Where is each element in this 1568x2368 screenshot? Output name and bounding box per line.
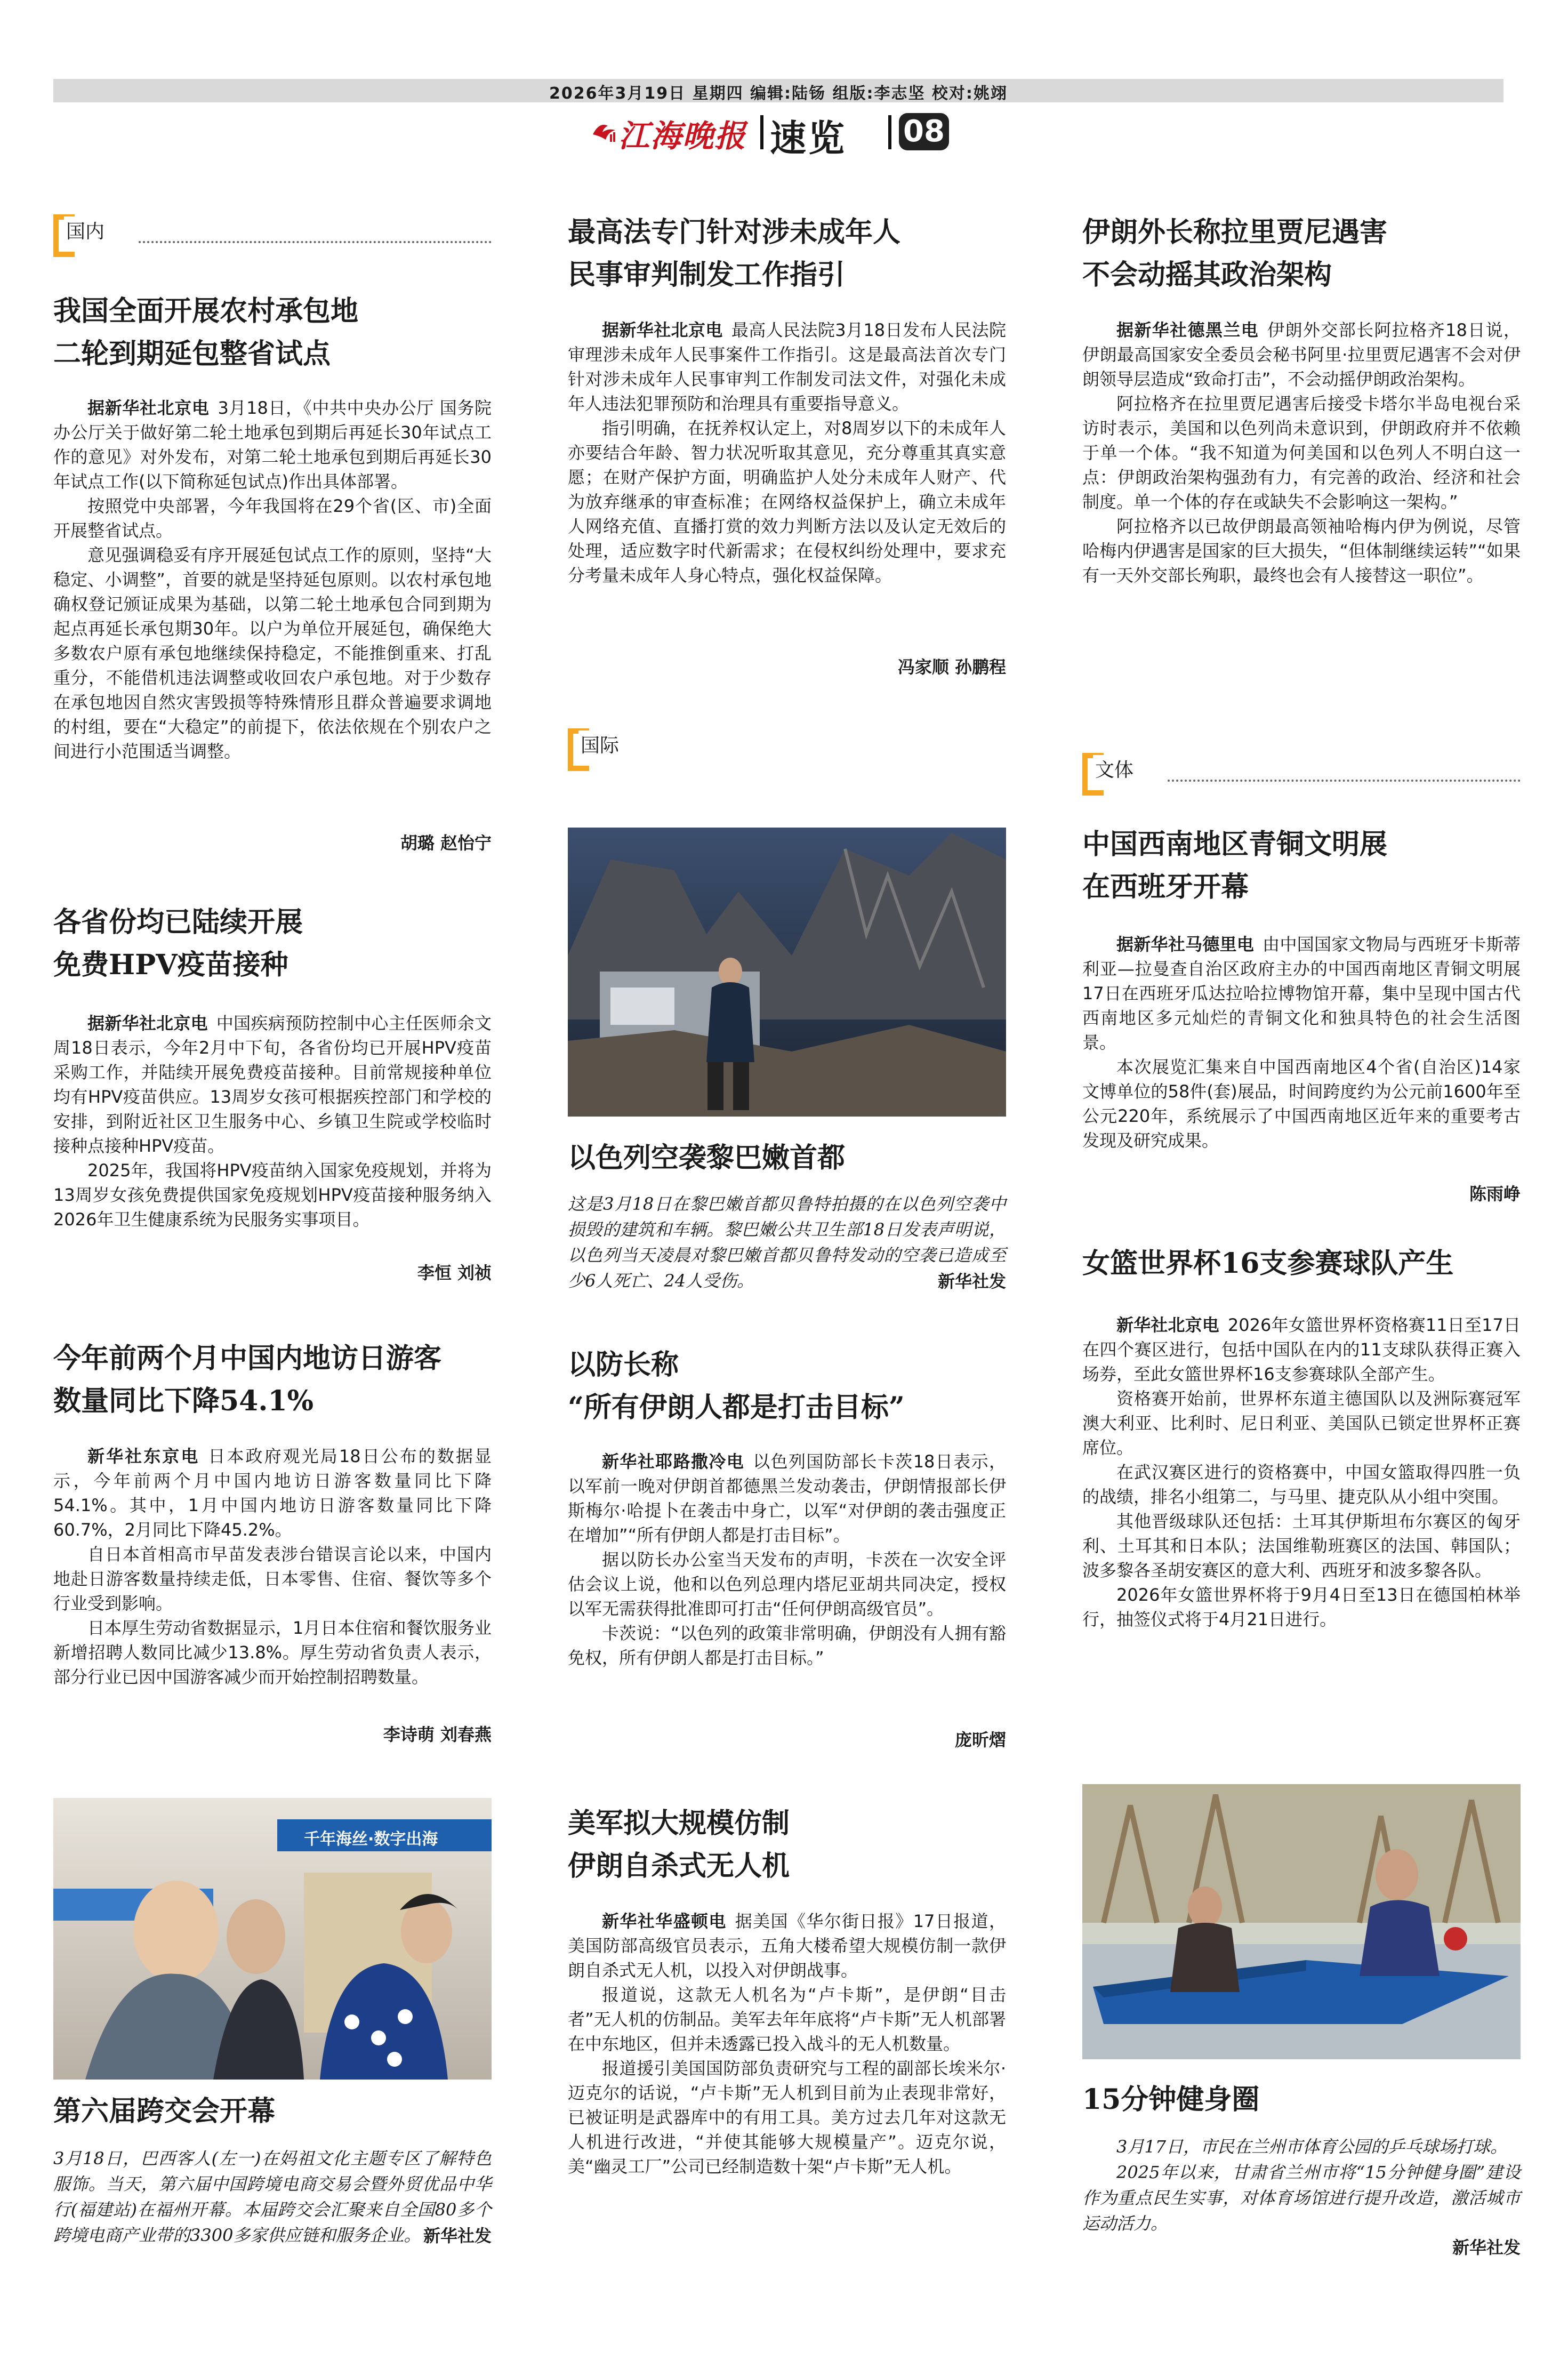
caption-text: 3月17日，市民在兰州市体育公园的乒乓球场打球。 — [1116, 2137, 1508, 2157]
byline: 李恒 刘祯 — [417, 1263, 492, 1283]
dateline: 新华社耶路撒冷电 — [602, 1451, 745, 1472]
article-body — [1082, 932, 1521, 1153]
dateline: 据新华社北京电 — [602, 320, 723, 340]
byline: 李诗萌 刘春燕 — [383, 1724, 492, 1745]
photo-table-tennis-image — [1082, 1784, 1521, 2059]
dateline: 新华社东京电 — [87, 1446, 200, 1466]
article-paragraph: 报道说，这款无人机名为“卢卡斯”，是伊朗“目击者”无人机的仿制品。美军去年年底将“卢卡斯”无人机部署在中东地区，但并未透露已投入战斗的无人机数量。 — [568, 1985, 1006, 2054]
masthead-divider — [888, 115, 891, 149]
article-paragraph: 新华社耶路撒冷电 以色列国防部长卡茨18日表示，以军前一晚对伊朗首都德黑兰发动袭击，伊朗情报部长伊斯梅尔·哈提卜在袭击中身亡，以军“对伊朗的袭击强度正在增加”“所有伊朗人都是打击目标”。 — [568, 1451, 1006, 1545]
article-body — [53, 1444, 492, 1689]
section-tag-label: 文体 — [1093, 755, 1136, 782]
article-paragraph: 新华社东京电 日本政府观光局18日公布的数据显示，今年前两个月中国内地访日游客数量同比下降54.1%。其中，1月中国内地访日游客数量同比下降60.7%，2月同比下降45.2%。 — [53, 1446, 492, 1540]
article-paragraph: 新华社北京电 2026年女篮世界杯资格赛11日至17日在四个赛区进行，包括中国队在内的11支球队获得正赛入场券，至此女篮世界杯16支参赛球队全部产生。 — [1082, 1315, 1521, 1384]
section-tag-domestic — [53, 214, 492, 257]
byline: 胡璐 赵怡宁 — [400, 833, 492, 853]
headline: 最高法专门针对涉未成年人 民事审判制发工作指引 — [568, 216, 901, 291]
byline: 新华社发 — [423, 2226, 492, 2246]
dateline: 据新华社马德里电 — [1116, 934, 1255, 954]
article-paragraph: 其他晋级球队还包括：土耳其伊斯坦布尔赛区的匈牙利、土耳其和日本队；法国维勒班赛区的法国、韩国队；波多黎各圣胡安赛区的意大利、西班牙和波多黎各队。 — [1082, 1511, 1521, 1580]
byline: 新华社发 — [937, 1271, 1006, 1291]
article-body — [568, 1449, 1006, 1670]
article-paragraph: 在武汉赛区进行的资格赛中，中国女篮取得四胜一负的战绩，排名小组第二，与马里、捷克队从小组中突围。 — [1082, 1462, 1521, 1507]
dateline: 据新华社德黑兰电 — [1116, 320, 1259, 340]
headline: 女篮世界杯16支参赛球队产生 — [1082, 1247, 1454, 1280]
article-paragraph: 报道援引美国国防部负责研究与工程的副部长埃米尔·迈克尔的话说，“卢卡斯”无人机到目前为止表现非常好，已被证明是武器库中的有用工具。美方过去几年对这款无人机进行改进，“并使其能够大规模量产”。迈克尔说，美“幽灵工厂”公司已经制造数十架“卢卡斯”无人机。 — [568, 2058, 1006, 2177]
article-paragraph: 据新华社北京电 最高人民法院3月18日发布人民法院审理涉未成年人民事案件工作指引。这是最高法首次专门针对涉未成年人民事审判工作制发司法文件，对强化未成年人违法犯罪预防和治理具有重要指导意义。 — [568, 320, 1006, 414]
headline: 15分钟健身圈 — [1082, 2083, 1260, 2116]
headline: 今年前两个月中国内地访日游客 数量同比下降54.1% — [53, 1342, 442, 1417]
dateline: 新华社北京电 — [1116, 1315, 1219, 1335]
section-tag-international — [568, 728, 642, 771]
dateline: 新华社华盛顿电 — [602, 1911, 727, 1931]
section-tag-label: 国际 — [578, 731, 621, 758]
article-paragraph: 按照党中央部署，今年我国将在29个省(区、市)全面开展整省试点。 — [53, 496, 492, 541]
page-number: 08 — [899, 113, 949, 150]
headline: 美军拟大规模仿制 伊朗自杀式无人机 — [568, 1807, 790, 1882]
byline: 陈雨峥 — [1469, 1184, 1521, 1204]
header-dateline-bar — [53, 79, 1503, 102]
masthead-divider — [760, 115, 763, 149]
article-paragraph: 2025年，我国将HPV疫苗纳入国家免疫规划，并将为13周岁女孩免费提供国家免疫规划HPV疫苗接种服务纳入2026年卫生健康系统为民服务实事项目。 — [53, 1160, 492, 1230]
section-tag-label: 国内 — [64, 216, 107, 244]
article-paragraph: 2026年女篮世界杯将于9月4日至13日在德国柏林举行，抽签仪式将于4月21日进行。 — [1082, 1585, 1521, 1629]
photo-beirut-image — [568, 828, 1006, 1117]
caption-text: 2025年以来，甘肃省兰州市将“15分钟健身圈”建设作为重点民生实事，对体育场馆进行提升改造，激活城市运动活力。 — [1082, 2162, 1521, 2234]
byline: 冯家顺 孙鹏程 — [897, 657, 1006, 677]
caption-text: 这是3月18日在黎巴嫩首都贝鲁特拍摄的在以色列空袭中损毁的建筑和车辆。黎巴嫩公共卫生部18日发表声明说，以色列当天凌晨对黎巴嫩首都贝鲁特发动的空袭已造成至少6人死亡、24人受伤。 — [568, 1194, 1006, 1291]
photo-expo — [53, 1798, 492, 2080]
article-paragraph: 据新华社北京电 中国疾病预防控制中心主任医师余文周18日表示，今年2月中下旬，各省份均已开展HPV疫苗采购工作，并陆续开展免费疫苗接种。目前常规接种单位均有HPV疫苗供应。13周岁女孩可根据疾控部门和学校的安排，到附近社区卫生服务中心、乡镇卫生院或学校临时接种点接种HPV疫苗。 — [53, 1013, 492, 1156]
headline: 以色列空袭黎巴嫩首都 — [568, 1142, 846, 1174]
article-body — [1082, 318, 1521, 588]
article-paragraph: 自日本首相高市早苗发表涉台错误言论以来，中国内地赴日游客数量持续走低，日本零售、住宿、餐饮等多个行业受到影响。 — [53, 1544, 492, 1614]
headline: 第六届跨交会开幕 — [53, 2095, 276, 2128]
section-rule — [139, 241, 492, 243]
header-dateline: 2026年3月19日 星期四 编辑:陆钖 组版:李志坚 校对:姚翊 — [549, 84, 1008, 103]
photo-expo-sign: 千年海丝·数字出海 — [304, 1830, 438, 1849]
byline: 庞昕熠 — [954, 1730, 1006, 1750]
article-paragraph: 资格赛开始前，世界杯东道主德国队以及洲际赛冠军澳大利亚、比利时、尼日利亚、美国队已锁定世界杯正赛席位。 — [1082, 1388, 1521, 1458]
article-paragraph: 卡茨说：“以色列的政策非常明确，伊朗没有人拥有豁免权，所有伊朗人都是打击目标。” — [568, 1623, 1006, 1668]
photo-caption — [1082, 2134, 1521, 2236]
section-tag-culture-sports — [1082, 753, 1521, 796]
masthead — [592, 110, 976, 160]
section-title: 速览 — [770, 117, 847, 160]
article-paragraph: 阿拉格齐以已故伊朗最高领袖哈梅内伊为例说，尽管哈梅内伊遇害是国家的巨大损失，“但体制继续运转”“如果有一天外交部长殉职，最终也会有人接替这一职位”。 — [1082, 516, 1521, 585]
photo-beirut — [568, 828, 1006, 1117]
article-paragraph: 据新华社北京电 3月18日，《中共中央办公厅 国务院办公厅关于做好第二轮土地承包到期后再延长30年试点工作的意见》对外发布，对第二轮土地承包到期后再延长30年试点工作(以下简称延包试点)作出具体部署。 — [53, 398, 492, 492]
article-body — [53, 1011, 492, 1232]
headline: 以防长称 “所有伊朗人都是打击目标” — [568, 1348, 905, 1424]
article-paragraph: 据以防长办公室当天发布的声明，卡茨在一次安全评估会议上说，他和以色列总理内塔尼亚胡共同决定，授权以军无需获得批准即可打击“任何伊朗高级官员”。 — [568, 1550, 1006, 1619]
section-rule — [1168, 780, 1521, 782]
newspaper-logo: 江海晚报 — [618, 118, 747, 154]
article-paragraph: 新华社华盛顿电 据美国《华尔街日报》17日报道，美国防部高级官员表示，五角大楼希望大规模仿制一款伊朗自杀式无人机，以投入对伊朗战事。 — [568, 1911, 1006, 1980]
headline: 各省份均已陆续开展 免费HPV疫苗接种 — [53, 906, 303, 981]
article-body — [568, 318, 1006, 588]
article-paragraph: 阿拉格齐在拉里贾尼遇害后接受卡塔尔半岛电视台采访时表示，美国和以色列尚未意识到，伊朗政府并不依赖于单一个体。“我不知道为何美国和以色列人不明白这一点：伊朗政治架构强劲有力，有完善的政治、经济和社会制度。单一个体的存在或缺失不会影响这一架构。” — [1082, 394, 1521, 512]
dateline: 据新华社北京电 — [87, 1013, 208, 1033]
article-paragraph: 本次展览汇集来自中国西南地区4个省(自治区)14家文博单位的58件(套)展品，时间跨度约为公元前1600年至公元220年，系统展示了中国西南地区近年来的重要考古发现及研究成果。 — [1082, 1057, 1521, 1151]
article-paragraph: 意见强调稳妥有序开展延包试点工作的原则，坚持“大稳定、小调整”，首要的就是坚持延包原则。以农村承包地确权登记颁证成果为基础，以第二轮土地承包合同到期为起点再延长承包期30年。以户为单位开展延包，确保绝大多数农户原有承包地继续保持稳定，不能推倒重来、打乱重分，不能借机违法调整或收回农户承包地。对于少数存在承包地因自然灾害毁损等特殊情形且群众普遍要求调地的村组，要在“大稳定”的前提下，依法依规在个别农户之间进行小范围适当调整。 — [53, 545, 492, 761]
newspaper-logo-icon — [592, 118, 618, 144]
caption-text: 3月18日，巴西客人(左一)在妈祖文化主题专区了解特色服饰。当天，第六届中国跨境电商交易会暨外贸优品中华行(福建站)在福州开幕。本届跨交会汇聚来自全国80多个跨境电商产业带的3300多家供应链和服务企业。 — [53, 2148, 492, 2245]
headline: 中国西南地区青铜文明展 在西班牙开幕 — [1082, 828, 1388, 903]
article-body — [568, 1909, 1006, 2179]
headline: 我国全面开展农村承包地 二轮到期延包整省试点 — [53, 295, 359, 370]
article-paragraph: 据新华社德黑兰电 伊朗外交部长阿拉格齐18日说，伊朗最高国家安全委员会秘书阿里·拉里贾尼遇害不会对伊朗领导层造成“致命打击”，不会动摇伊朗政治架构。 — [1082, 320, 1521, 389]
photo-table-tennis — [1082, 1784, 1521, 2059]
byline: 新华社发 — [1452, 2237, 1521, 2258]
article-paragraph: 据新华社马德里电 由中国国家文物局与西班牙卡斯蒂利亚—拉曼查自治区政府主办的中国西南地区青铜文明展17日在西班牙瓜达拉哈拉博物馆开幕，集中呈现中国古代西南地区多元灿烂的青铜文化和独具特色的社会生活图景。 — [1082, 934, 1521, 1053]
article-body — [1082, 1313, 1521, 1632]
article-paragraph: 指引明确，在抚养权认定上，对8周岁以下的未成年人亦要结合年龄、智力状况听取其意见，充分尊重其真实意愿；在财产保护方面，明确监护人处分未成年人财产、代为放弃继承的审查标准；在网络权益保护上，确立未成年人网络充值、直播打赏的效力判断方法以及认定无效后的处理，适应数字时代新需求；在侵权纠纷处理中，要求充分考量未成年人身心特点，强化权益保障。 — [568, 418, 1006, 585]
headline: 伊朗外长称拉里贾尼遇害 不会动摇其政治架构 — [1082, 216, 1388, 291]
article-body — [53, 396, 492, 764]
dateline: 据新华社北京电 — [87, 398, 210, 418]
article-paragraph: 日本厚生劳动省数据显示，1月日本住宿和餐饮服务业新增招聘人数同比减少13.8%。厚生劳动省负责人表示，部分行业已因中国游客减少而开始控制招聘数量。 — [53, 1618, 492, 1687]
